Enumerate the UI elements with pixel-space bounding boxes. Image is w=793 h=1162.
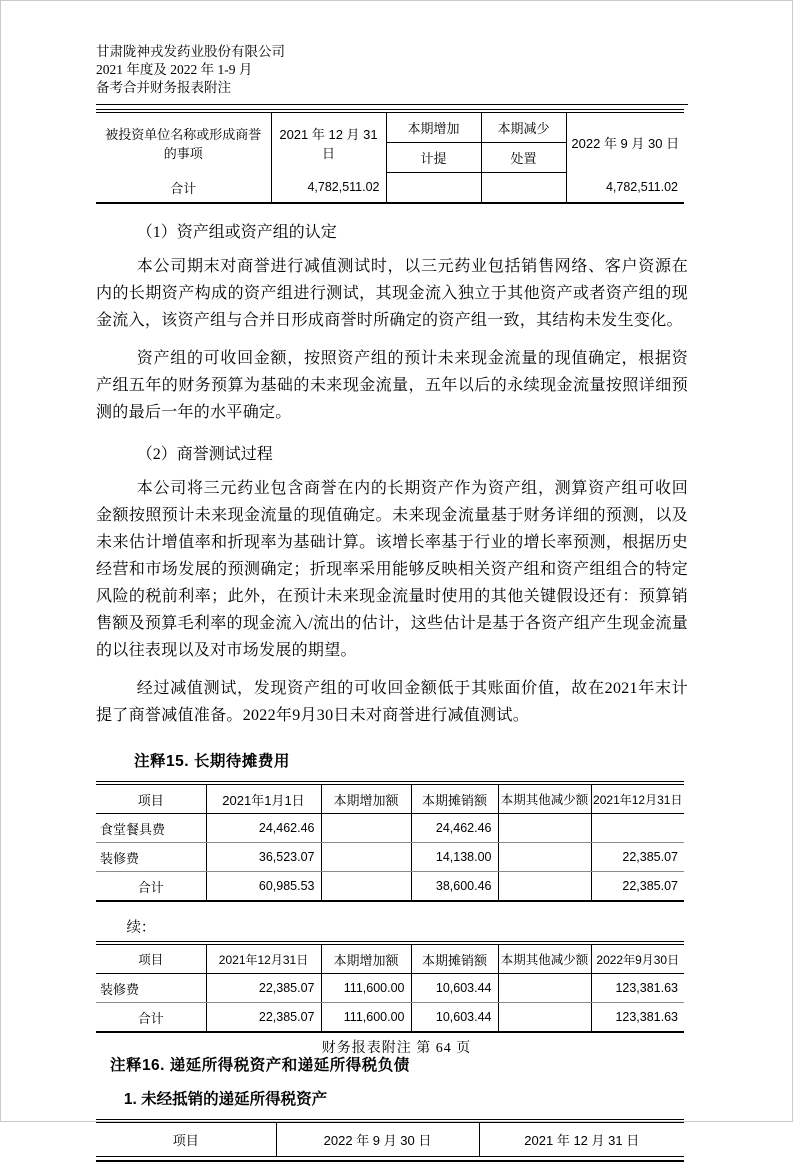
total-label: 合计	[96, 1003, 206, 1033]
deferred-tax-table-wrapper	[96, 1119, 684, 1162]
subheader-cell-disposal: 处置	[481, 143, 566, 173]
page-footer: 财务报表附注 第 64 页	[321, 1041, 472, 1056]
header-cell-decrease: 本期减少	[481, 111, 566, 143]
cell-value: 60,985.53	[206, 872, 321, 902]
cell-value: 24,462.46	[411, 814, 498, 843]
total-2021-value: 4,782,511.02	[271, 173, 386, 204]
header-cell-2021: 2021 年 12 月 31 日	[271, 111, 386, 173]
note15-heading: 注释15. 长期待摊费用	[133, 753, 290, 770]
goodwill-table	[96, 109, 684, 204]
cell-value: 24,462.46	[206, 814, 321, 843]
total-label: 合计	[96, 173, 271, 204]
cell-value	[498, 974, 591, 1003]
total-label: 合计	[96, 872, 206, 902]
doc-header	[96, 43, 688, 97]
company-name: 甘肃陇神戎发药业股份有限公司	[96, 44, 285, 59]
row-label: 食堂餐具费	[96, 814, 206, 843]
cell-value	[498, 872, 591, 902]
table-row	[96, 843, 684, 872]
subheader-cell-accrual: 计提	[386, 143, 481, 173]
paragraph-asset-group-2: 资产组的可收回金额，按照资产组的预计未来现金流量的现值确定，根据资产组五年的财务预算为基础的未来现金流量，五年以后的永续现金流量按照详细预测的最后一年的水平确定。	[96, 350, 688, 421]
subsection-2-heading: （2）商誉测试过程	[136, 446, 273, 463]
cell-value	[498, 843, 591, 872]
cell-value: 22,385.07	[206, 1003, 321, 1033]
header-cell: 本期摊销额	[411, 783, 498, 814]
prepaid-expense-table-2022	[96, 941, 684, 1033]
header-cell-increase: 本期增加	[386, 111, 481, 143]
cell-value	[498, 814, 591, 843]
header-cell: 本期增加额	[321, 783, 411, 814]
header-rule	[96, 104, 688, 105]
header-cell: 项目	[96, 943, 206, 974]
table-header-row	[96, 111, 684, 143]
table-header-row	[96, 783, 684, 814]
cell-value	[591, 814, 684, 843]
total-2022-value: 4,782,511.02	[566, 173, 684, 204]
header-cell: 本期其他减少额	[498, 783, 591, 814]
cell-value: 38,600.46	[411, 872, 498, 902]
header-cell: 2021年12月31日	[591, 783, 684, 814]
cell-value: 111,600.00	[321, 974, 411, 1003]
doc-title: 备考合并财务报表附注	[96, 80, 231, 95]
header-cell: 本期增加额	[321, 943, 411, 974]
cell-value: 10,603.44	[411, 1003, 498, 1033]
cell-value: 22,385.07	[206, 974, 321, 1003]
deferred-tax-asset-table	[96, 1119, 684, 1157]
header-cell: 2021年12月31日	[206, 943, 321, 974]
header-cell: 2021年1月1日	[206, 783, 321, 814]
cell-value: 22,385.07	[591, 843, 684, 872]
cell-value: 14,138.00	[411, 843, 498, 872]
continued-label: 续：	[126, 920, 156, 936]
total-decrease-value	[481, 173, 566, 204]
cell-value: 123,381.63	[591, 1003, 684, 1033]
cell-value: 36,523.07	[206, 843, 321, 872]
header-cell: 2022年9月30日	[591, 943, 684, 974]
header-cell: 2021 年 12 月 31 日	[479, 1121, 684, 1157]
table-row-total	[96, 173, 684, 204]
cell-value	[321, 814, 411, 843]
table-row	[96, 814, 684, 843]
paragraph-goodwill-test-2: 经过减值测试，发现资产组的可收回金额低于其账面价值，故在2021年末计提了商誉减值准备。2022年9月30日未对商誉进行减值测试。	[96, 680, 688, 724]
table-header-row	[96, 943, 684, 974]
cell-value	[321, 843, 411, 872]
table-row-total	[96, 1003, 684, 1033]
table-row	[96, 974, 684, 1003]
cell-value	[321, 872, 411, 902]
cell-value: 111,600.00	[321, 1003, 411, 1033]
cell-value: 22,385.07	[591, 872, 684, 902]
table-row-total	[96, 872, 684, 902]
header-cell: 项目	[96, 783, 206, 814]
paragraph-asset-group-1: 本公司期末对商誉进行减值测试时，以三元药业包括销售网络、客户资源在内的长期资产构成的资产组进行测试，其现金流入独立于其他资产或者资产组的现金流入，该资产组与合并日形成商誉时所确定的资产组一致，其结构未发生变化。	[96, 258, 688, 329]
cell-value: 10,603.44	[411, 974, 498, 1003]
header-cell-item: 被投资单位名称或形成商誉的事项	[96, 111, 271, 173]
cell-value: 123,381.63	[591, 974, 684, 1003]
header-cell-2022: 2022 年 9 月 30 日	[566, 111, 684, 173]
note16-heading: 注释16. 递延所得税资产和递延所得税负债	[109, 1057, 410, 1074]
subsection-1-heading: （1）资产组或资产组的认定	[136, 224, 337, 241]
table-header-row	[96, 1121, 684, 1157]
paragraph-goodwill-test-1: 本公司将三元药业包含商誉在内的长期资产作为资产组，测算资产组可收回金额按照预计未来现金流量的现值确定。未来现金流量基于财务详细的预测，以及未来估计增值率和折现率为基础计算。该增长率基于行业的增长率预测，根据历史经营和市场发展的预测确定；折现率采用能够反映相关资产组和资产组组合的特定风险的税前利率；此外，在预计未来现金流量时使用的其他关键假设还有：预算销售额及预算毛利率的现金流入/流出的估计，这些估计是基于各资产组产生现金流量的以往表现以及对市场发展的期望。	[96, 480, 688, 659]
total-increase-value	[386, 173, 481, 204]
header-cell: 本期其他减少额	[498, 943, 591, 974]
header-cell: 2022 年 9 月 30 日	[276, 1121, 479, 1157]
report-period: 2021 年度及 2022 年 1-9 月	[96, 62, 253, 77]
header-cell: 本期摊销额	[411, 943, 498, 974]
row-label: 装修费	[96, 843, 206, 872]
row-label: 装修费	[96, 974, 206, 1003]
cell-value	[498, 1003, 591, 1033]
note16-sub1-heading: 1. 未经抵销的递延所得税资产	[123, 1091, 328, 1108]
prepaid-expense-table-2021	[96, 781, 684, 902]
header-cell: 项目	[96, 1121, 276, 1157]
